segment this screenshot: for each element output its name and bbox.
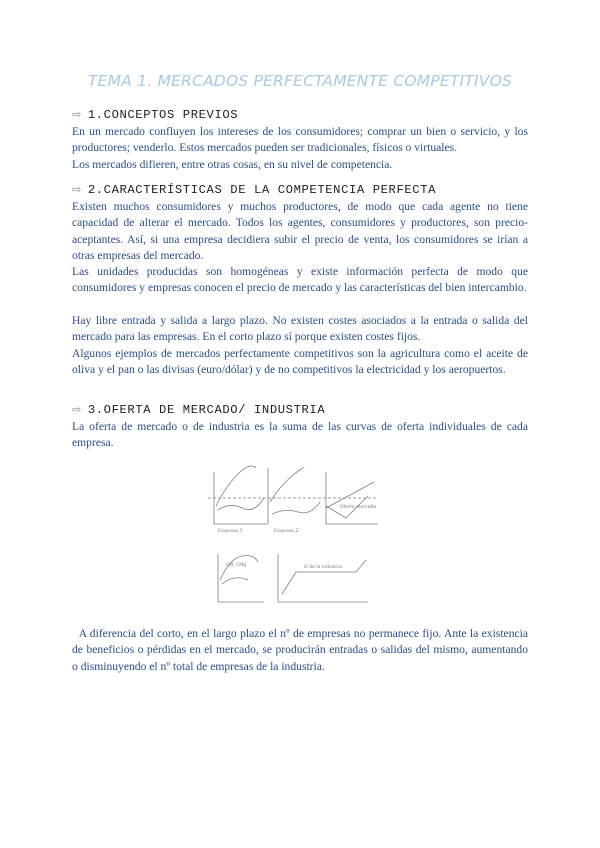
paragraph: Existen muchos consumidores y muchos productores, de modo que cada agente no tiene capacidad de alterar el mercado. Todos los agentes, consumidores y productores, son precio-aceptantes. Así, si una empresa decidiera subir el precio de venta, los consumidores se irían a otras empresas del mercado. — [72, 200, 528, 262]
section-heading-3 — [72, 403, 325, 417]
section-heading-1 — [72, 108, 238, 122]
closing-text: A diferencia del corto, en el largo plazo el nº de empresas no permanece fijo. Ante la existencia de beneficios o pérdidas en el mercado, se producirán entradas o salidas del mismo, aumentando o disminuyendo el nº total de empresas de la industria. — [72, 627, 528, 673]
paragraph-closing — [72, 626, 528, 675]
figure-label-cm-cmg: CM, CMg — [226, 563, 247, 568]
paragraph: Los mercados difieren, entre otras cosas, en su nivel de competencia. — [72, 158, 393, 171]
paragraph: La oferta de mercado o de industria es la suma de las curvas de oferta individuales de cada empresa. — [72, 420, 528, 450]
figure-label-empresa-2: Empresa 2 — [274, 529, 299, 534]
paragraph: En un mercado confluyen los intereses de los consumidores; comprar un bien o servicio, y los productores; venderlo. Estos mercados pueden ser tradicionales, físicos o virtuales. — [72, 125, 528, 155]
arrow-right-icon: ⇨ — [72, 403, 82, 416]
figure-label-o-industria: O de la industria — [304, 565, 343, 570]
figure-label-oferta-mercado: Oferta mercado — [340, 505, 377, 510]
paragraph: Las unidades producidas son homogéneas y existe información perfecta de modo que consumidores y empresas conocen el precio de mercado y las características del bien intercambio. — [72, 265, 528, 295]
section-heading-text: 1.CONCEPTOS PREVIOS — [87, 108, 239, 122]
arrow-right-icon: ⇨ — [72, 108, 82, 121]
document-title: TEMA 1. MERCADOS PERFECTAMENTE COMPETITIVOS — [87, 72, 513, 90]
paragraph: Algunos ejemplos de mercados perfectamente competitivos son la agricultura como el aceite de oliva y el pan o las divisas (euro/dólar) y de no competitivos la electricidad y los aeropuertos. — [72, 347, 528, 377]
paragraph: Hay libre entrada y salida a largo plazo. No existen costes asociados a la entrada o salida del mercado para las empresas. En el corto plazo sí porque existen costes fijos. — [72, 314, 528, 344]
section-heading-2 — [72, 183, 436, 197]
arrow-right-icon: ⇨ — [72, 183, 82, 196]
figure-label-empresa-1: Empresa 1 — [218, 529, 243, 534]
section-heading-text: 3.OFERTA DE MERCADO/ INDUSTRIA — [87, 403, 326, 417]
supply-curves-figure — [208, 462, 388, 617]
section-heading-text: 2.CARACTERÍSTICAS DE LA COMPETENCIA PERFECTA — [87, 183, 437, 197]
